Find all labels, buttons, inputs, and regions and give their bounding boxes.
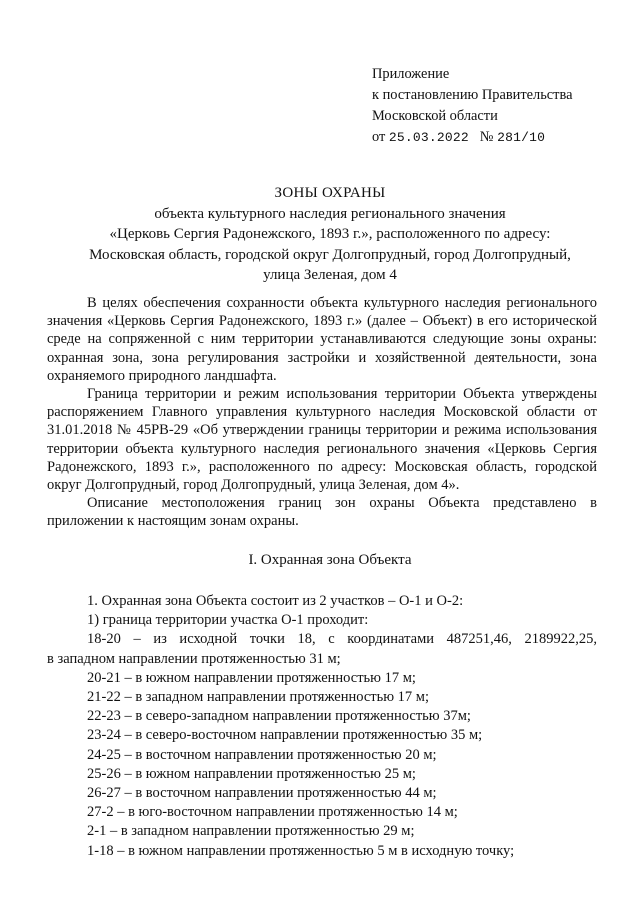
segment-item: 24-25 – в восточном направлении протяженностью 20 м; (87, 746, 437, 763)
segment-item: 23-24 – в северо-восточном направлении протяженностью 35 м; (87, 727, 483, 744)
segment-item: 25-26 – в южном направлении протяженностью 25 м; (87, 765, 416, 782)
first-segment-line-b: в западном направлении протяженностью 31 м; (47, 650, 341, 667)
number-prefix: № (479, 129, 494, 145)
segment-item: 27-2 – в юго-восточном направлении протяженностью 14 м; (87, 804, 458, 821)
paragraph-2: Граница территории и режим использования территории Объекта утверждены распоряжением Главного управления культурного наследия Московской области от 31.01.2018 № 45РВ-29 «Об утверждении границы территории и режима использования территории объекта культурного наследия регионального значения «Церковь Сергия Радонежского, 1893 г.», расположенного по адресу: Московская область, городской округ Долгопрудный, город Долгопрудный, улица Зеленая, дом 4». (47, 386, 597, 494)
title-line-2: объекта культурного наследия регионального значения (154, 205, 506, 222)
segment-item: 1-18 – в южном направлении протяженностью 5 м в исходную точку; (87, 842, 515, 859)
section-title: I. Охранная зона Объекта (248, 552, 412, 568)
appendix-line-1: Приложение (372, 66, 450, 82)
body-text (47, 294, 597, 531)
title-heading: ЗОНЫ ОХРАНЫ (274, 185, 386, 201)
resolution-date: 25.03.2022 (388, 130, 469, 145)
first-segment-line-a: 18-20 – из исходной точки 18, с координатами 487251,46, 2189922,25, (87, 631, 597, 648)
segment-item: 21-22 – в западном направлении протяженностью 17 м; (87, 689, 430, 706)
appendix-line-3: Московской области (372, 108, 498, 124)
date-prefix: от (372, 129, 386, 145)
segment-item: 26-27 – в восточном направлении протяженностью 44 м; (87, 785, 437, 802)
segment-item: 22-23 – в северо-западном направлении протяженностью 37м; (87, 708, 471, 725)
boundary-description (47, 592, 597, 861)
paragraph-1: В целях обеспечения сохранности объекта культурного наследия регионального значения «Церковь Сергия Радонежского, 1893 г.» (далее – Объект) в его исторической среде на сопряженной с ним территории устанавливаются следующие зоны охраны: охранная зона, зона регулирования застройки и хозяйственной деятельности, зона охраняемого природного ландшафта. (47, 295, 597, 384)
appendix-header (372, 64, 572, 148)
appendix-date-line (372, 127, 572, 148)
title-line-4: Московская область, городской округ Долгопрудный, город Долгопрудный, (89, 246, 571, 263)
segment-item: 2-1 – в западном направлении протяженностью 29 м; (87, 823, 415, 840)
title-line-3: «Церковь Сергия Радонежского, 1893 г.», расположенного по адресу: (109, 226, 551, 242)
list-subitem-1: 1) граница территории участка О-1 проходит: (87, 612, 369, 629)
paragraph-3: Описание местоположения границ зон охраны Объекта представлено в приложении к настоящим зонам охраны. (47, 495, 597, 530)
list-item-1: 1. Охранная зона Объекта состоит из 2 участков – О-1 и О-2: (87, 593, 464, 609)
segment-item: 20-21 – в южном направлении протяженностью 17 м; (87, 669, 416, 686)
title-line-5: улица Зеленая, дом 4 (263, 267, 397, 283)
appendix-line-2: к постановлению Правительства (372, 87, 573, 103)
resolution-number: 281/10 (497, 130, 546, 145)
document-title (40, 183, 620, 286)
